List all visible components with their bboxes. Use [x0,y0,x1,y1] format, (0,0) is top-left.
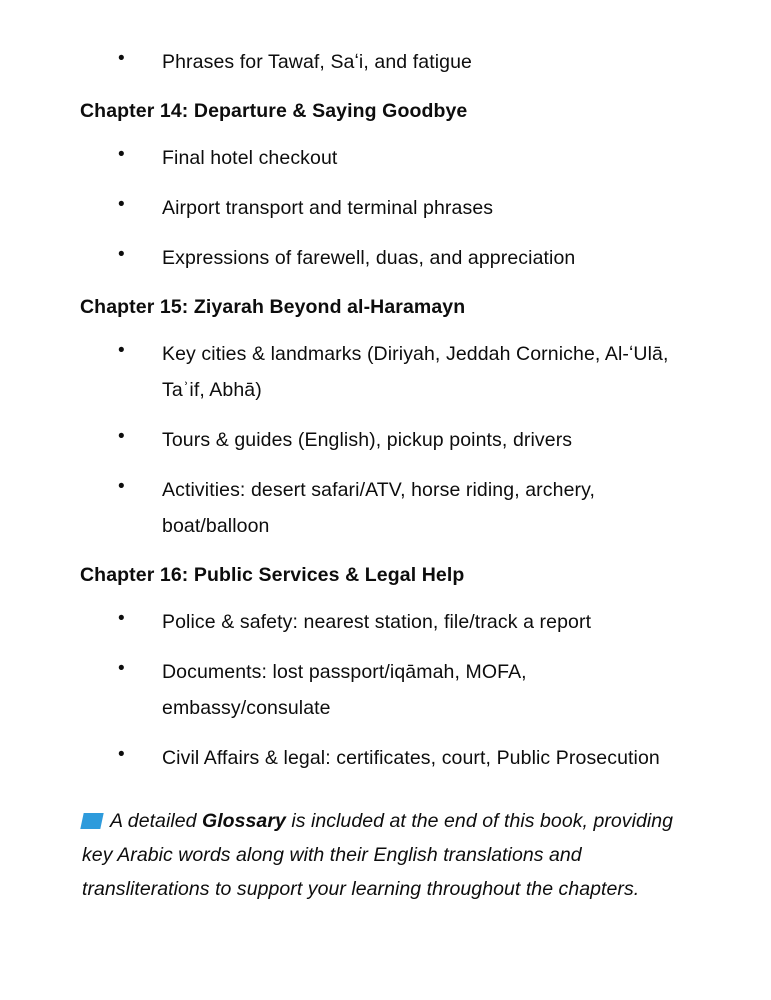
list-item-text: Tours & guides (English), pickup points, drivers [162,429,573,451]
note-rest-text: is included at the end of this book, providing key Arabic words along with their English translations and transliterations to support your learning throughout the chapters. [82,810,674,900]
bullet-glyph: • [118,476,125,497]
list-item [80,44,699,80]
list-item-text: Police & safety: nearest station, file/track a report [162,611,592,633]
bullet-glyph: • [118,144,125,165]
list-item [80,336,699,408]
chapter-heading-16: Chapter 16: Public Services & Legal Help [80,564,465,586]
list-item [80,654,699,726]
bullet-glyph: • [118,340,125,361]
list-item-text: Expressions of farewell, duas, and appreciation [162,247,576,269]
bullet-glyph: • [118,244,125,265]
list-item [80,422,699,458]
list-item [80,604,699,640]
list-item-text: Documents: lost passport/iqāmah, MOFA, embassy/consulate [162,661,527,719]
note-lead-text: A detailed [110,810,202,832]
bullet-glyph: • [118,194,125,215]
note-emphasis-text: Glossary [201,810,286,832]
list-item-text: Airport transport and terminal phrases [162,197,494,219]
chapter-heading-15: Chapter 15: Ziyarah Beyond al-Haramayn [80,296,466,318]
bullet-glyph: • [118,608,125,629]
glossary-note [80,804,699,906]
chapter-heading-14: Chapter 14: Departure & Saying Goodbye [80,100,468,122]
bullet-glyph: • [118,658,125,679]
bullet-glyph: • [118,426,125,447]
bullet-glyph: • [118,744,125,765]
list-item [80,472,699,544]
blue-note-marker-icon [80,813,103,829]
list-item-text: Key cities & landmarks (Diriyah, Jeddah Corniche, Al-ʻUlā, Taʾif, Abhā) [162,343,669,401]
list-item [80,140,699,176]
list-item-text: Civil Affairs & legal: certificates, court, Public Prosecution [162,747,660,769]
bullet-glyph: • [118,48,125,69]
list-item-text: Phrases for Tawaf, Saʻi, and fatigue [162,51,473,73]
list-item-text: Activities: desert safari/ATV, horse riding, archery, boat/balloon [162,479,596,537]
list-item [80,740,699,776]
list-item-text: Final hotel checkout [162,147,338,169]
list-item [80,190,699,226]
list-item [80,240,699,276]
